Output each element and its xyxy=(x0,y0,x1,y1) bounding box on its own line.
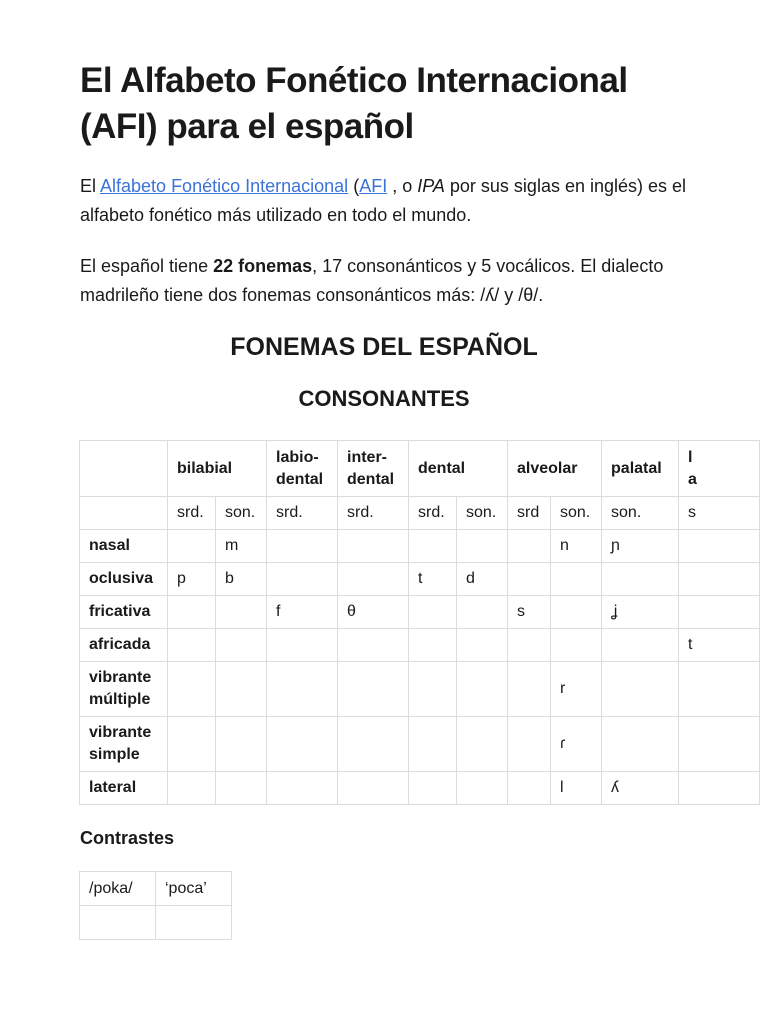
place-header: inter- dental xyxy=(338,441,409,497)
corner-cell xyxy=(80,441,168,497)
voicing-cell: s xyxy=(679,497,760,530)
phoneme-cell xyxy=(338,772,409,805)
contrasts-table xyxy=(79,871,232,940)
intro-text-5: por sus siglas en inglés) es el alfabeto fonético más utilizado en todo el mundo. xyxy=(80,176,687,225)
intro-text-1: El xyxy=(80,176,101,196)
phoneme-cell xyxy=(168,772,216,805)
phoneme-cell xyxy=(168,662,216,717)
phoneme-cell xyxy=(602,563,679,596)
phoneme-cell xyxy=(508,717,551,772)
consonant-row xyxy=(80,629,760,662)
phoneme-cell xyxy=(551,563,602,596)
phoneme-cell: n xyxy=(551,530,602,563)
manner-label: nasal xyxy=(80,530,168,563)
phoneme-cell xyxy=(338,530,409,563)
contrast-cell: /poka/ xyxy=(80,872,156,906)
contrasts-title: Contrastes xyxy=(80,828,175,848)
phoneme-cell xyxy=(508,629,551,662)
voicing-cell: son. xyxy=(216,497,267,530)
phoneme-cell xyxy=(216,717,267,772)
consonant-row xyxy=(80,563,760,596)
section-title: FONEMAS DEL ESPAÑOL xyxy=(230,333,538,361)
summary-text-2: , 17 consonánticos y 5 vocálicos. El dialecto madrileño tiene dos fonemas consonánticos más: /ʎ/ y /θ/. xyxy=(80,256,664,305)
place-header-row xyxy=(80,441,760,497)
phoneme-cell: ʎ xyxy=(602,772,679,805)
phoneme-cell: t xyxy=(679,629,760,662)
phoneme-cell xyxy=(267,662,338,717)
voicing-cell: son. xyxy=(602,497,679,530)
phoneme-cell xyxy=(602,629,679,662)
phoneme-cell xyxy=(338,662,409,717)
manner-label: africada xyxy=(80,629,168,662)
phoneme-cell: f xyxy=(267,596,338,629)
phoneme-cell xyxy=(457,596,508,629)
place-header: dental xyxy=(409,441,508,497)
phoneme-cell xyxy=(602,717,679,772)
consonant-row xyxy=(80,772,760,805)
phoneme-cell xyxy=(457,629,508,662)
phoneme-cell: b xyxy=(216,563,267,596)
phoneme-cell: l xyxy=(551,772,602,805)
phoneme-cell: ɾ xyxy=(551,717,602,772)
phoneme-cell xyxy=(216,662,267,717)
phoneme-cell xyxy=(168,530,216,563)
contrast-cell xyxy=(156,906,232,940)
phoneme-cell xyxy=(267,772,338,805)
place-header: bilabial xyxy=(168,441,267,497)
phoneme-cell xyxy=(679,772,760,805)
intro-paragraph xyxy=(80,172,690,230)
intro-text-2: ( xyxy=(348,176,360,196)
phoneme-cell xyxy=(267,629,338,662)
contrast-cell xyxy=(80,906,156,940)
manner-label: vibrante múltiple xyxy=(80,662,168,717)
voicing-cell: srd. xyxy=(409,497,457,530)
phoneme-cell xyxy=(338,563,409,596)
voicing-cell: srd. xyxy=(267,497,338,530)
afi-abbr-link[interactable]: AFI xyxy=(359,176,388,196)
phoneme-cell xyxy=(457,717,508,772)
phoneme-cell: ʝ xyxy=(602,596,679,629)
ipa-term: IPA xyxy=(417,176,445,196)
voicing-cell: srd. xyxy=(338,497,409,530)
phoneme-cell xyxy=(338,629,409,662)
phoneme-cell xyxy=(216,629,267,662)
empty-cell xyxy=(80,497,168,530)
consonant-table xyxy=(79,440,760,805)
phoneme-cell xyxy=(508,530,551,563)
consonant-row xyxy=(80,596,760,629)
phoneme-cell xyxy=(168,717,216,772)
voicing-row xyxy=(80,497,760,530)
phoneme-cell xyxy=(409,629,457,662)
phoneme-cell xyxy=(508,563,551,596)
phoneme-cell: ɲ xyxy=(602,530,679,563)
voicing-cell: son. xyxy=(457,497,508,530)
phoneme-cell xyxy=(602,662,679,717)
phoneme-cell xyxy=(216,772,267,805)
afi-link[interactable]: Alfabeto Fonético Internacional xyxy=(100,176,349,196)
phoneme-cell xyxy=(457,662,508,717)
phoneme-cell: p xyxy=(168,563,216,596)
phoneme-cell: s xyxy=(508,596,551,629)
phoneme-cell xyxy=(457,772,508,805)
contrast-cell: ‘poca’ xyxy=(156,872,232,906)
consonant-table-scroll[interactable] xyxy=(79,440,697,810)
contrast-row xyxy=(80,872,232,906)
subsection-title: CONSONANTES xyxy=(298,386,470,411)
page-title: El Alfabeto Fonético Internacional (AFI) para el español xyxy=(80,61,628,146)
phoneme-cell xyxy=(679,717,760,772)
contrast-row xyxy=(80,906,232,940)
phoneme-cell xyxy=(409,530,457,563)
phoneme-cell xyxy=(551,629,602,662)
manner-label: lateral xyxy=(80,772,168,805)
place-header: labio- dental xyxy=(267,441,338,497)
phoneme-cell xyxy=(216,596,267,629)
phoneme-cell xyxy=(168,629,216,662)
phoneme-cell xyxy=(409,662,457,717)
place-header: palatal xyxy=(602,441,679,497)
phoneme-cell xyxy=(267,563,338,596)
phoneme-cell xyxy=(457,530,508,563)
voicing-cell: srd xyxy=(508,497,551,530)
consonant-rows xyxy=(80,530,760,805)
phoneme-cell xyxy=(508,772,551,805)
phoneme-cell: θ xyxy=(338,596,409,629)
manner-label: fricativa xyxy=(80,596,168,629)
phoneme-cell xyxy=(508,662,551,717)
consonant-row xyxy=(80,662,760,717)
voicing-cell: srd. xyxy=(168,497,216,530)
consonant-row xyxy=(80,717,760,772)
phoneme-cell: m xyxy=(216,530,267,563)
manner-label: oclusiva xyxy=(80,563,168,596)
phoneme-cell xyxy=(168,596,216,629)
voicing-cell: son. xyxy=(551,497,602,530)
phoneme-cell xyxy=(409,772,457,805)
phoneme-cell xyxy=(338,717,409,772)
contrasts-table-wrap xyxy=(79,871,239,929)
phoneme-cell xyxy=(679,530,760,563)
summary-text-1: El español tiene xyxy=(80,256,214,276)
place-header: l a xyxy=(679,441,760,497)
phoneme-cell xyxy=(679,563,760,596)
summary-paragraph xyxy=(80,252,690,310)
manner-label: vibrante simple xyxy=(80,717,168,772)
consonant-row xyxy=(80,530,760,563)
phoneme-cell xyxy=(409,717,457,772)
phoneme-cell xyxy=(551,596,602,629)
phoneme-cell: r xyxy=(551,662,602,717)
phoneme-cell: t xyxy=(409,563,457,596)
phoneme-count: 22 fonemas xyxy=(213,256,313,276)
phoneme-cell: d xyxy=(457,563,508,596)
phoneme-cell xyxy=(267,717,338,772)
phoneme-cell xyxy=(409,596,457,629)
place-header: alveolar xyxy=(508,441,602,497)
phoneme-cell xyxy=(679,596,760,629)
phoneme-cell xyxy=(679,662,760,717)
intro-text-3: , o xyxy=(387,176,418,196)
phoneme-cell xyxy=(267,530,338,563)
